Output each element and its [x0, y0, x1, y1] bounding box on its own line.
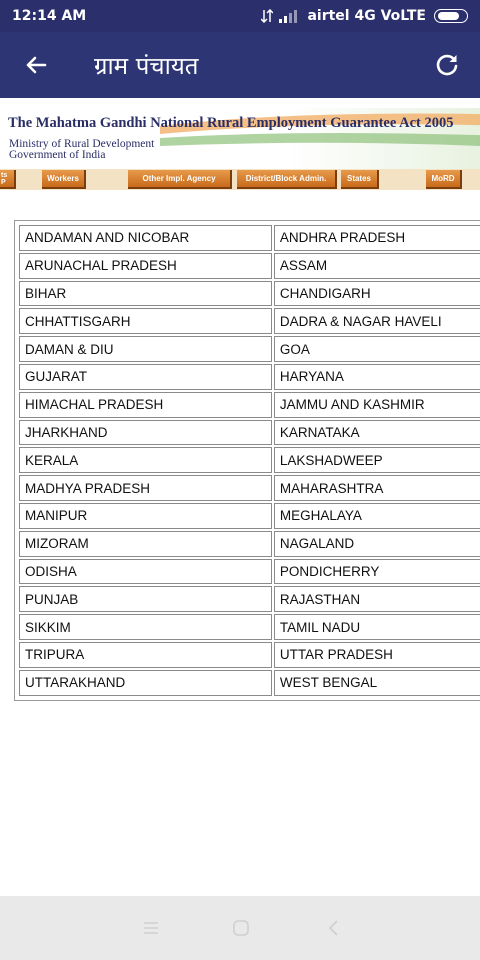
back-button[interactable]: [0, 32, 72, 98]
state-cell[interactable]: LAKSHADWEEP: [274, 447, 480, 473]
state-cell[interactable]: BIHAR: [19, 281, 272, 307]
status-icons: [261, 8, 468, 24]
state-cell[interactable]: PUNJAB: [19, 586, 272, 612]
table-row: [19, 308, 480, 334]
table-row: [19, 614, 480, 640]
data-transfer-icon: [261, 9, 273, 23]
state-cell[interactable]: CHHATTISGARH: [19, 308, 272, 334]
state-cell[interactable]: ANDHRA PRADESH: [274, 225, 480, 251]
table-row: [19, 225, 480, 251]
states-table-container: [14, 220, 480, 701]
state-cell[interactable]: ODISHA: [19, 559, 272, 585]
state-cell[interactable]: GOA: [274, 336, 480, 362]
state-cell[interactable]: NAGALAND: [274, 531, 480, 557]
banner-title: The Mahatma Gandhi National Rural Employment Guarantee Act 2005: [8, 115, 454, 131]
nav-back-icon[interactable]: [324, 918, 344, 938]
battery-level-fill: [438, 12, 459, 20]
state-cell[interactable]: JHARKHAND: [19, 420, 272, 446]
arrow-left-icon: [24, 53, 48, 77]
table-row: [19, 392, 480, 418]
banner-nav-other-agency[interactable]: Other Impl. Agency: [128, 170, 232, 189]
banner-nav-mord[interactable]: MoRD: [426, 170, 462, 189]
state-cell[interactable]: KARNATAKA: [274, 420, 480, 446]
state-cell[interactable]: DAMAN & DIU: [19, 336, 272, 362]
state-cell[interactable]: DADRA & NAGAR HAVELI: [274, 308, 480, 334]
state-cell[interactable]: SIKKIM: [19, 614, 272, 640]
signal-strength-icon: [279, 9, 301, 23]
banner-nav: [0, 169, 480, 190]
state-cell[interactable]: MAHARASHTRA: [274, 475, 480, 501]
state-cell[interactable]: UTTAR PRADESH: [274, 642, 480, 668]
table-row: [19, 420, 480, 446]
state-cell[interactable]: JAMMU AND KASHMIR: [274, 392, 480, 418]
system-nav-bar: [0, 896, 480, 960]
table-row: [19, 281, 480, 307]
table-row: [19, 642, 480, 668]
banner-ministry: Ministry of Rural Development: [9, 138, 155, 150]
carrier-label: airtel 4G VoLTE: [307, 8, 426, 24]
table-row: [19, 364, 480, 390]
menu-icon[interactable]: [141, 918, 161, 938]
state-cell[interactable]: ASSAM: [274, 253, 480, 279]
table-row: [19, 586, 480, 612]
state-cell[interactable]: HIMACHAL PRADESH: [19, 392, 272, 418]
state-cell[interactable]: ANDAMAN AND NICOBAR: [19, 225, 272, 251]
table-row: [19, 670, 480, 696]
state-cell[interactable]: MADHYA PRADESH: [19, 475, 272, 501]
state-cell[interactable]: MANIPUR: [19, 503, 272, 529]
state-cell[interactable]: TAMIL NADU: [274, 614, 480, 640]
table-row: [19, 336, 480, 362]
refresh-button[interactable]: [414, 32, 480, 98]
state-cell[interactable]: GUJARAT: [19, 364, 272, 390]
banner-nav-district-admin[interactable]: District/Block Admin.: [237, 170, 337, 189]
state-cell[interactable]: KERALA: [19, 447, 272, 473]
state-cell[interactable]: TRIPURA: [19, 642, 272, 668]
state-cell[interactable]: UTTARAKHAND: [19, 670, 272, 696]
home-icon[interactable]: [231, 918, 251, 938]
banner-nav-states[interactable]: States: [341, 170, 379, 189]
state-cell[interactable]: CHANDIGARH: [274, 281, 480, 307]
banner-nav-workers[interactable]: Workers: [42, 170, 86, 189]
status-bar: [0, 0, 480, 32]
status-time: 12:14 AM: [12, 8, 87, 24]
state-cell[interactable]: ARUNACHAL PRADESH: [19, 253, 272, 279]
state-cell[interactable]: MEGHALAYA: [274, 503, 480, 529]
table-row: [19, 447, 480, 473]
nrega-banner: [0, 108, 480, 190]
state-cell[interactable]: MIZORAM: [19, 531, 272, 557]
state-cell[interactable]: WEST BENGAL: [274, 670, 480, 696]
table-row: [19, 475, 480, 501]
banner-nav-cut-item[interactable]: ts P: [0, 170, 16, 189]
banner-government: Government of India: [9, 149, 106, 161]
state-cell[interactable]: PONDICHERRY: [274, 559, 480, 585]
table-row: [19, 253, 480, 279]
battery-icon: [434, 9, 468, 23]
table-row: [19, 559, 480, 585]
state-cell[interactable]: RAJASTHAN: [274, 586, 480, 612]
refresh-icon: [434, 52, 460, 78]
page-title: ग्राम पंचायत: [94, 51, 199, 80]
app-bar: [0, 32, 480, 98]
state-cell[interactable]: HARYANA: [274, 364, 480, 390]
table-row: [19, 503, 480, 529]
table-row: [19, 531, 480, 557]
states-table: [17, 223, 480, 698]
